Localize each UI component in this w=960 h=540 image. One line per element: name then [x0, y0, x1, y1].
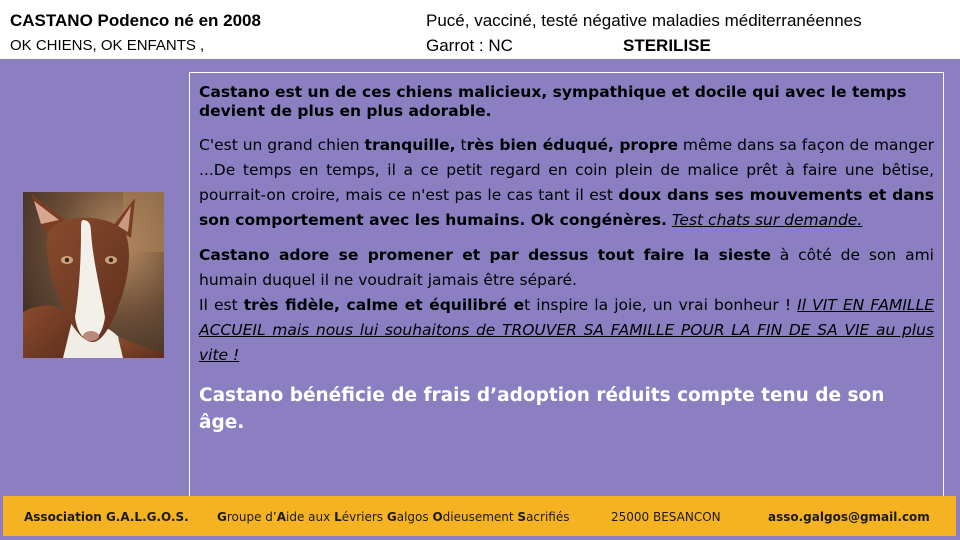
intro-paragraph: Castano est un de ces chiens malicieux, sympathique et docile qui avec le temps devient de plus en plus adorable. — [199, 83, 907, 120]
acronym-letter: G — [217, 510, 227, 524]
compatibility-text: OK CHIENS, OK ENFANTS , — [10, 37, 205, 54]
header — [0, 0, 960, 59]
contact-email[interactable]: asso.galgos@gmail.com — [768, 510, 930, 524]
garrot-text: Garrot : NC — [426, 36, 513, 55]
family-paragraph — [199, 243, 934, 368]
acronym-letter: O — [432, 510, 443, 524]
acronym-word: roupe d’ — [226, 510, 277, 524]
adoption-fee-note: Castano bénéficie de frais d’adoption réduits compte tenu de son âge. — [199, 385, 885, 433]
bold-text: tranquille, — [364, 136, 456, 154]
bold-text: Castano adore se promener et par dessus tout faire la sieste — [199, 246, 771, 264]
text-span: t — [455, 136, 467, 154]
sterilise-label: STERILISE — [623, 36, 711, 55]
dog-photo — [23, 192, 164, 358]
association-city: 25000 BESANCON — [611, 510, 721, 524]
text-span: même dans sa façon de manger ...De temps en temps, il a ce petit regard en coin plein de malice prêt à faire une bêtise, pourrait-on croire, mais ce n'est pas le cas tant il est — [199, 136, 934, 204]
bold-text: rès bien éduqué, propre — [466, 136, 678, 154]
acronym-word: évriers — [341, 510, 387, 524]
text-span: à côté de son ami humain duquel il ne voudrait jamais être séparé. — [199, 246, 934, 289]
health-status: Pucé, vacciné, testé négative maladies méditerranéennes — [426, 11, 862, 30]
description-box — [189, 72, 944, 498]
acronym-letter: L — [334, 510, 342, 524]
acronym-word: algos — [396, 510, 433, 524]
association-name: Association G.A.L.G.O.S. — [24, 510, 189, 524]
dog-name-title: CASTANO Podenco né en 2008 — [10, 11, 261, 30]
text-span: Il est — [199, 296, 244, 314]
acronym-letter: A — [276, 510, 287, 524]
foster-family-note: Il VIT EN FAMILLE ACCUEIL mais nous lui souhaitons de TROUVER SA FAMILLE POUR LA FIN DE SA VIE au plus vite ! — [199, 296, 934, 364]
acronym-word: ide aux — [286, 510, 335, 524]
acronym-letter: G — [386, 510, 397, 524]
text-span: C'est un grand chien — [199, 136, 365, 154]
dog-portrait-icon — [23, 192, 164, 358]
footer-banner — [3, 496, 956, 536]
bold-text: très fidèle, calme et équilibré e — [243, 296, 525, 314]
cat-test-note: Test chats sur demande. — [671, 211, 863, 229]
association-full-name — [217, 510, 570, 524]
acronym-word: dieusement — [442, 510, 518, 524]
bold-text: doux dans ses mouvements et dans son comportement avec les humains. Ok congénères. — [199, 186, 934, 229]
text-span: t inspire la joie, un vrai bonheur ! — [524, 296, 798, 314]
acronym-letter: S — [517, 510, 527, 524]
temperament-paragraph — [199, 133, 934, 233]
acronym-word: acrifiés — [526, 510, 570, 524]
